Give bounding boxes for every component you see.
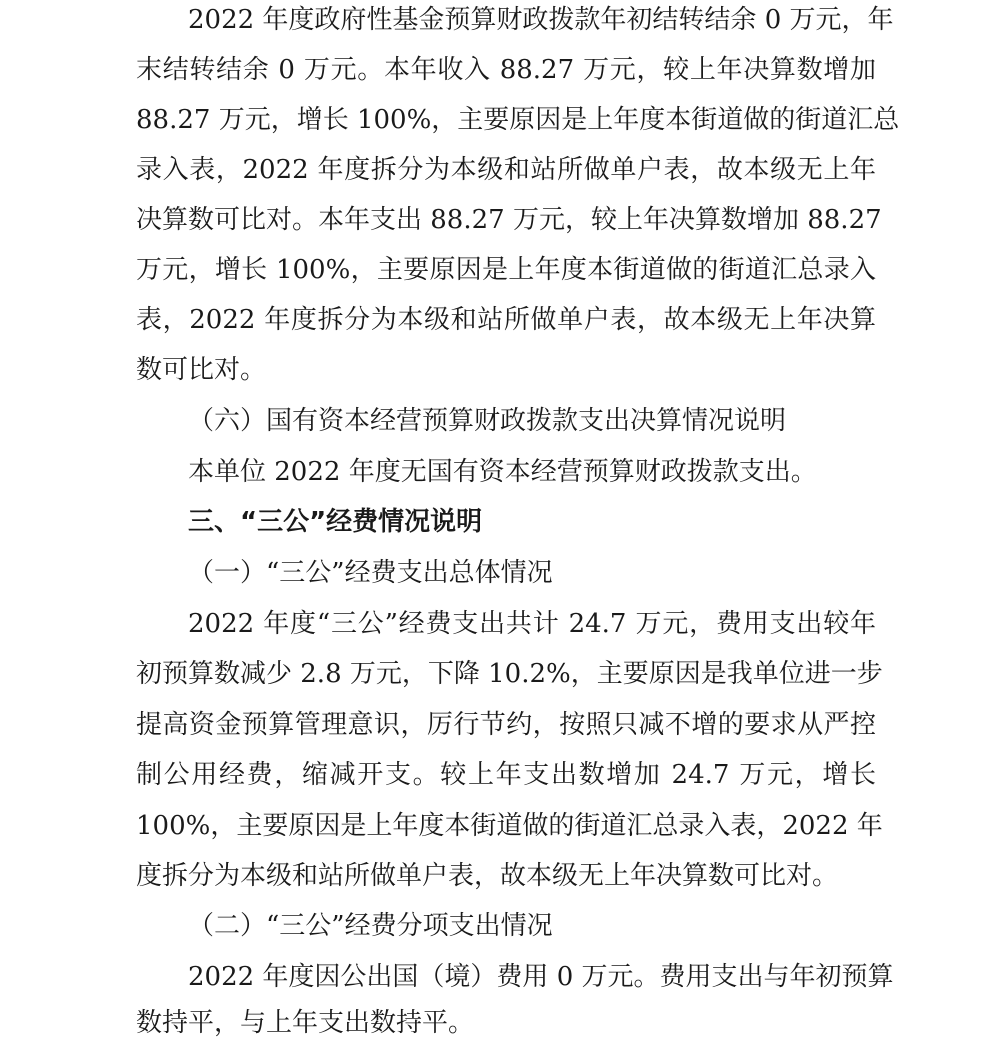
text-line: 决算数可比对。本年支出 88.27 万元，较上年决算数增加 88.27 [136, 205, 882, 235]
text-line: 录入表，2022 年度拆分为本级和站所做单户表，故本级无上年 [136, 155, 876, 185]
state-capital-paragraph: 本单位 2022 年度无国有资本经营预算财政拨款支出。 [188, 457, 817, 487]
text-line: 提高资金预算管理意识，厉行节约，按照只减不增的要求从严控 [136, 710, 876, 740]
text-line: 度拆分为本级和站所做单户表，故本级无上年决算数可比对。 [136, 861, 839, 891]
text-line: 万元，增长 100%，主要原因是上年度本街道做的街道汇总录入 [136, 255, 876, 285]
text-line: 2022 年度因公出国（境）费用 0 万元。费用支出与年初预算 [188, 962, 894, 992]
text-line: 制公用经费，缩减开支。较上年支出数增加 24.7 万元，增长 [136, 760, 876, 790]
text-line: 表，2022 年度拆分为本级和站所做单户表，故本级无上年决算 [136, 305, 876, 335]
text-line: 数可比对。 [136, 355, 267, 385]
itemized-heading: （二）“三公”经费分项支出情况 [188, 911, 553, 941]
text-line: 末结转结余 0 万元。本年收入 88.27 万元，较上年决算数增加 [136, 55, 876, 85]
section-three-heading: 三、“三公”经费情况说明 [188, 507, 483, 537]
state-capital-heading: （六）国有资本经营预算财政拨款支出决算情况说明 [188, 406, 787, 436]
text-line: 数持平，与上年支出数持平。 [136, 1008, 475, 1038]
text-line: 初预算数减少 2.8 万元，下降 10.2%，主要原因是我单位进一步 [136, 659, 883, 689]
text-line: 2022 年度“三公”经费支出共计 24.7 万元，费用支出较年 [188, 609, 876, 639]
text-line: 88.27 万元，增长 100%，主要原因是上年度本街道做的街道汇总 [136, 105, 900, 135]
text-line: 100%，主要原因是上年度本街道做的街道汇总录入表，2022 年 [136, 811, 883, 841]
overall-heading: （一）“三公”经费支出总体情况 [188, 558, 553, 588]
text-line: 2022 年度政府性基金预算财政拨款年初结转结余 0 万元，年 [188, 5, 894, 35]
